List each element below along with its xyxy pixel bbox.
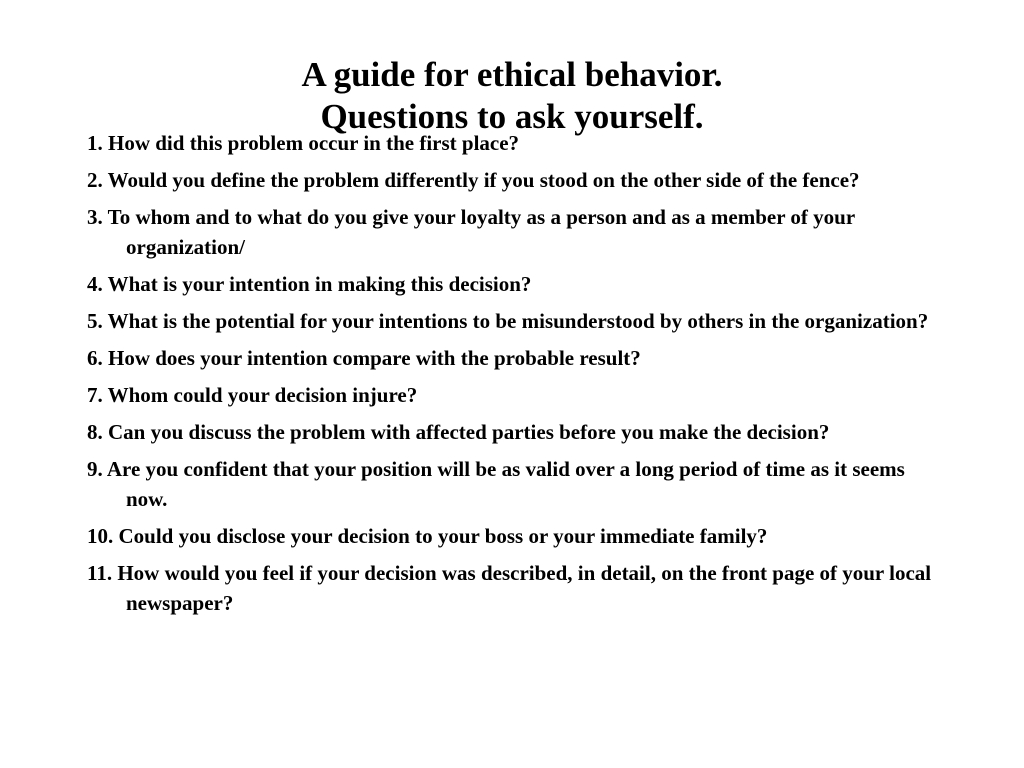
question-item-10: 10. Could you disclose your decision to your boss or your immediate family?: [87, 524, 768, 548]
question-item-5: 5. What is the potential for your intentions to be misunderstood by others in the organization?: [87, 309, 929, 333]
question-item-7: 7. Whom could your decision injure?: [87, 383, 418, 407]
question-list: [87, 128, 932, 625]
question-item-2: 2. Would you define the problem differently if you stood on the other side of the fence?: [87, 168, 860, 192]
question-item-11: 11. How would you feel if your decision was described, in detail, on the front page of your local newspaper?: [87, 561, 932, 615]
question-item-8: 8. Can you discuss the problem with affected parties before you make the decision?: [87, 420, 830, 444]
question-item-1: 1. How did this problem occur in the first place?: [87, 131, 520, 155]
title-line-2: Questions to ask yourself.: [320, 97, 704, 136]
question-item-6: 6. How does your intention compare with the probable result?: [87, 346, 641, 370]
question-item-9: 9. Are you confident that your position will be as valid over a long period of time as it seems now.: [87, 457, 905, 511]
question-item-3: 3. To whom and to what do you give your loyalty as a person and as a member of your organization/: [87, 205, 855, 259]
slide-title: [0, 54, 1024, 138]
question-item-4: 4. What is your intention in making this decision?: [87, 272, 532, 296]
title-line-1: A guide for ethical behavior.: [301, 55, 723, 94]
